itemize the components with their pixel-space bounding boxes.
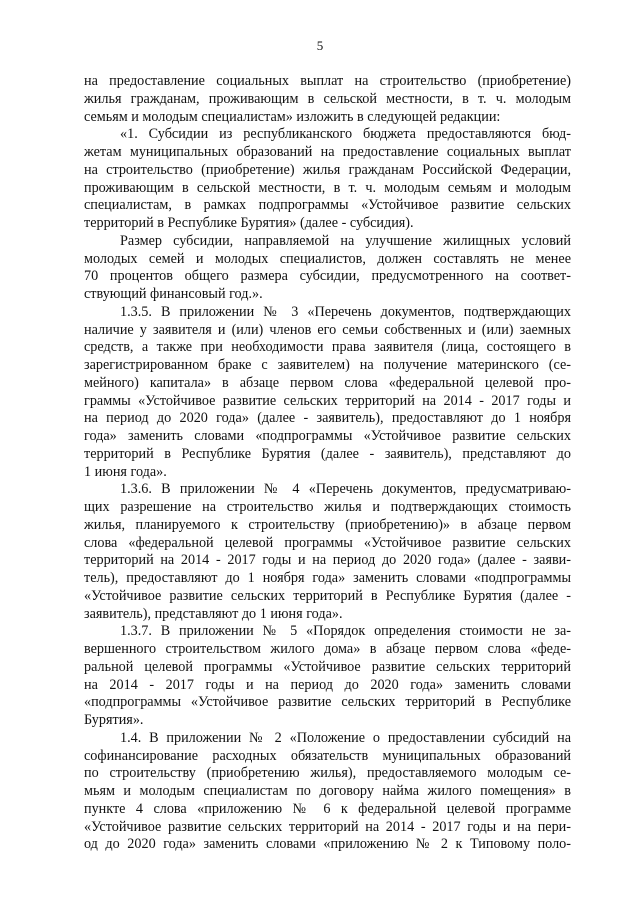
text-line: 1.4. В приложении № 2 «Положение о предоставлении субсидий на (120, 729, 571, 746)
text-line: слова «федеральной целевой программы «Устойчивое развитие сельских (84, 534, 571, 551)
text-line: Бурятия». (84, 712, 144, 728)
text-line: Размер субсидии, направляемой на улучшение жилищных условий (120, 232, 571, 249)
text-line: 1.3.6. В приложении № 4 «Перечень документов, предусматриваю- (120, 481, 571, 498)
text-line: вершенного строительством жилого дома» в абзаце первом слова «феде- (84, 641, 571, 657)
text-line: на период до 2020 года» (далее - заявитель), предоставляют до 1 ноября (84, 410, 571, 427)
text-line: средств, а также при необходимости права заявителя (лица, состоящего в (84, 339, 571, 356)
text-line: 1 июня года». (84, 463, 167, 480)
text-line: проживающим в сельской местности, в т. ч. молодым семьям и молодым (84, 179, 571, 196)
text-line: на строительство (приобретение) жилья гражданам Российской Федерации, (84, 161, 571, 178)
text-line: «подпрограммы «Устойчивое развитие сельских территорий в Республике (84, 694, 571, 711)
page-number: 5 (316, 38, 324, 53)
text-line: на предоставление социальных выплат на строительство (приобретение) (84, 73, 571, 89)
text-line: граммы «Устойчивое развитие сельских территорий на 2014 - 2017 годы и (84, 392, 571, 409)
text-line: года» заменить словами «подпрограммы «Устойчивое развитие сельских (84, 428, 571, 444)
text-line: ральной целевой программы «Устойчивое развитие сельских территорий (84, 658, 571, 675)
text-line: по строительству (приобретению жилья), предоставляемого молодым се- (84, 765, 571, 782)
text-line: 70 процентов общего размера субсидии, предусмотренного на соответ- (84, 268, 571, 285)
text-line: тель), предоставляют до 1 ноября года» заменить словами «подпрограммы (84, 570, 571, 586)
text-line: мейного) капитала» в абзаце первом слова «федеральной целевой про- (84, 374, 571, 391)
text-line: наличие у заявителя и (или) членов его семьи собственных и (или) заемных (84, 321, 571, 338)
text-line: од до 2020 года» заменить словами «приложению № 2 к Типовому поло- (84, 836, 571, 853)
text-line: территорий в Республике Бурятия» (далее - субсидия). (84, 215, 414, 231)
text-line: 1.3.5. В приложении № 3 «Перечень документов, подтверждающих (120, 303, 571, 320)
text-line: на 2014 - 2017 годы и на период до 2020 года» заменить словами (84, 676, 571, 693)
text-line: территорий в Республике Бурятия (далее - заявитель), представляют до (84, 445, 571, 462)
text-line: семьям и молодым специалистам» изложить в следующей редакции: (84, 108, 501, 125)
text-line: специалистам, в рамках подпрограммы «Устойчивое развитие сельских (84, 197, 571, 214)
text-line: территорий на 2014 - 2017 годы и на период до 2020 года» (далее - заяви- (84, 552, 571, 569)
text-line: «Устойчивое развитие сельских территорий в Республике Бурятия (далее - (84, 587, 571, 604)
text-line: жилья, планируемого к строительству (приобретению)» в абзаце первом (84, 516, 571, 533)
text-line: молодых семей и молодых специалистов, должен составлять не менее (84, 250, 571, 267)
text-line: щих разрешение на строительство жилья и подтверждающих стоимость (84, 499, 571, 515)
text-line: жетам муниципальных образований на предоставление социальных выплат (84, 144, 571, 160)
text-line: мьям и молодым специалистам по договору найма жилого помещения» в (84, 783, 571, 799)
document-body (84, 73, 571, 854)
text-line: «1. Субсидии из республиканского бюджета предоставляются бюд- (120, 126, 571, 143)
text-line: заявитель), представляют до 1 июня года». (84, 605, 343, 622)
text-line: пункте 4 слова «приложению № 6 к федеральной целевой программе (84, 800, 571, 817)
text-line: жилья гражданам, проживающим в сельской местности, в т. ч. молодым (84, 90, 571, 107)
text-line: зарегистрированном браке с заявителем) на получение материнского (се- (84, 357, 571, 373)
text-line: софинансирование расходных обязательств муниципальных образований (84, 747, 571, 764)
text-line: «Устойчивое развитие сельских территорий на 2014 - 2017 годы и на пери- (84, 818, 571, 835)
text-line: ствующий финансовый год.». (84, 286, 263, 302)
text-line: 1.3.7. В приложении № 5 «Порядок определения стоимости не за- (120, 623, 571, 640)
